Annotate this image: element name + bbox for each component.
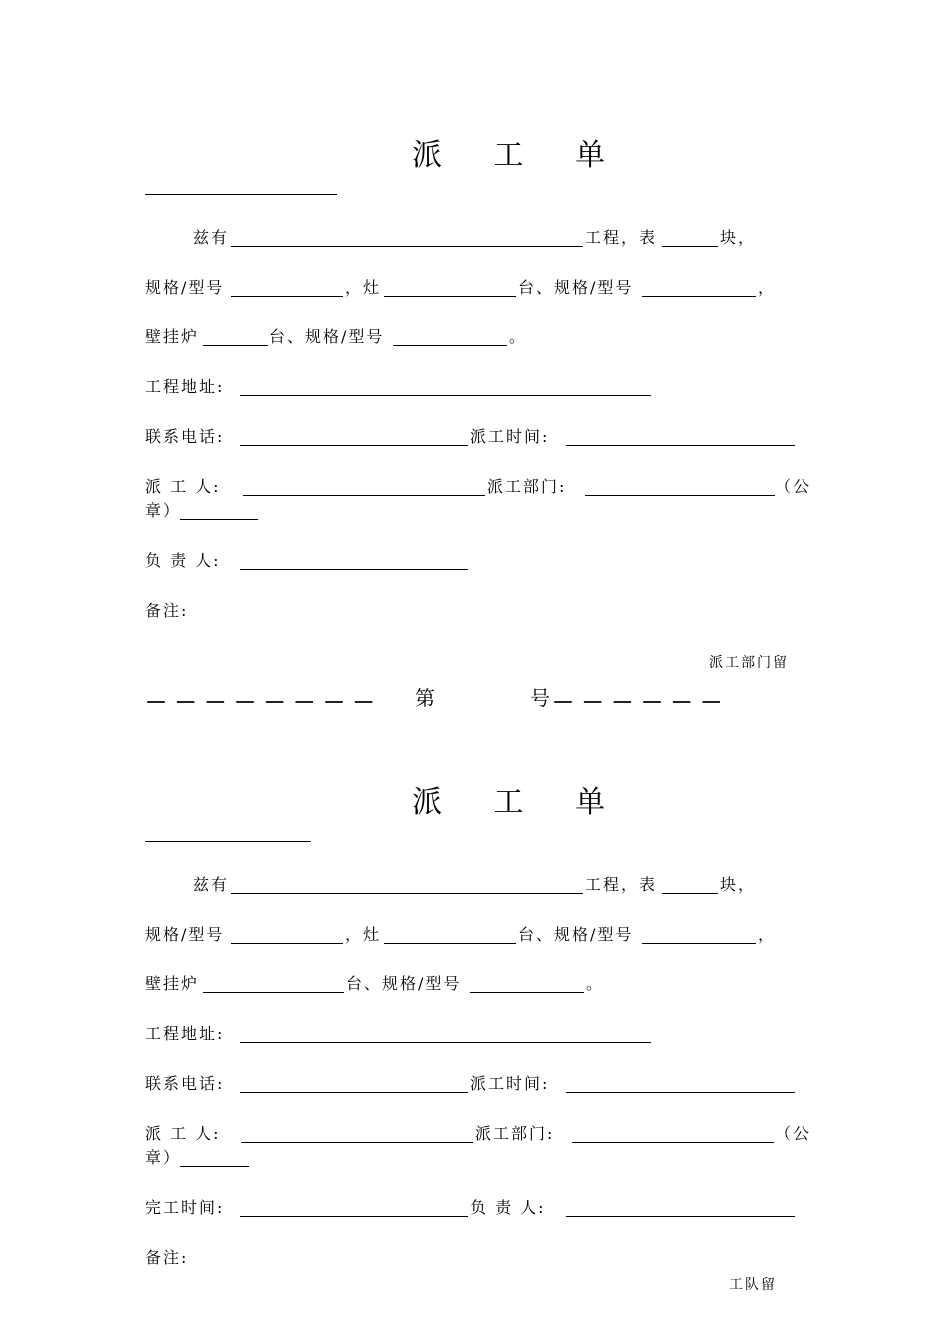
form2-title <box>412 777 605 821</box>
form2-dispatch-time-label: 派工时间: <box>470 1074 550 1093</box>
form2-manager-label: 负 责 人: <box>470 1198 546 1217</box>
separator-number-suffix: 号 <box>530 686 552 710</box>
form2-row2-label-d: ， <box>758 925 777 944</box>
form2-finish-time-label: 完工时间: <box>145 1198 225 1217</box>
form1-number-line[interactable] <box>145 194 337 195</box>
form2-row1-prefix: 兹有 <box>193 875 230 894</box>
form2-row2-label-a: 规格/型号 <box>145 925 225 944</box>
form1-row2-label-a: 规格/型号 <box>145 278 225 297</box>
separator-number-prefix: 第 <box>415 686 437 710</box>
form2-remark-label: 备注: <box>145 1248 189 1267</box>
form1-row1-mid: 工程，表 <box>585 228 658 247</box>
form2-project-name-field[interactable] <box>231 893 583 894</box>
form1-row2-label-d: ， <box>758 278 777 297</box>
form2-title-char-1: 派 <box>412 785 442 820</box>
form1-row3-label-b: 台、规格/型号 <box>269 327 385 346</box>
form1-row1-suffix: 块， <box>720 228 757 247</box>
form2-dispatcher-field[interactable] <box>241 1142 473 1143</box>
form1-dispatcher-field[interactable] <box>243 495 485 496</box>
form2-boiler-model-field[interactable] <box>470 992 584 993</box>
form1-dept-label: 派工部门: <box>487 477 567 496</box>
form2-phone-field[interactable] <box>240 1092 468 1093</box>
form2-meter-count-field[interactable] <box>662 893 718 894</box>
form1-title-char-1: 派 <box>412 138 442 173</box>
form1-copy-note: 派工部门留 <box>709 655 789 671</box>
form1-row3-label-a: 壁挂炉 <box>145 327 200 346</box>
form2-copy-note: 工队留 <box>729 1277 777 1293</box>
form2-seal-open: （公 <box>775 1124 812 1143</box>
form2-meter-model-field[interactable] <box>231 943 343 944</box>
form1-row2-label-c: 台、规格/型号 <box>518 278 634 297</box>
form2-stove-model-field[interactable] <box>642 943 756 944</box>
form1-row2-label-b: ，灶 <box>345 278 382 297</box>
form2-address-label: 工程地址: <box>145 1024 225 1043</box>
form2-manager-field[interactable] <box>566 1216 795 1217</box>
form2-dispatch-time-field[interactable] <box>566 1092 795 1093</box>
form2-row3-label-c: 。 <box>586 974 605 993</box>
form2-title-char-3: 单 <box>575 785 606 820</box>
form1-dispatch-time-label: 派工时间: <box>470 427 550 446</box>
form2-seal-close: 章） <box>145 1148 182 1167</box>
form1-manager-label: 负 责 人: <box>145 551 221 570</box>
form1-project-name-field[interactable] <box>231 246 583 247</box>
form2-stove-count-field[interactable] <box>384 943 516 944</box>
form2-address-field[interactable] <box>240 1042 651 1043</box>
form1-row1-prefix: 兹有 <box>193 228 230 247</box>
form2-row1-suffix: 块， <box>720 875 757 894</box>
form1-phone-label: 联系电话: <box>145 427 225 446</box>
form2-dispatcher-label: 派 工 人: <box>145 1124 221 1143</box>
form2-number-line[interactable] <box>145 841 311 842</box>
form1-row3-label-c: 。 <box>509 327 528 346</box>
form2-row2-label-b: ，灶 <box>345 925 382 944</box>
form1-stove-count-field[interactable] <box>384 296 516 297</box>
form1-remark-label: 备注: <box>145 601 189 620</box>
form1-manager-field[interactable] <box>240 569 468 570</box>
form2-dept-label: 派工部门: <box>475 1124 555 1143</box>
form1-address-field[interactable] <box>240 395 651 396</box>
form1-dept-field[interactable] <box>585 495 775 496</box>
separator-dashes-right: － － － － － － <box>552 690 723 716</box>
form1-meter-model-field[interactable] <box>231 296 343 297</box>
form1-dispatch-time-field[interactable] <box>566 445 795 446</box>
form2-dept-field[interactable] <box>572 1142 774 1143</box>
form2-seal-field[interactable] <box>180 1166 249 1167</box>
form2-row2-label-c: 台、规格/型号 <box>518 925 634 944</box>
separator-dashes-left: － － － － － － － － <box>145 690 375 716</box>
form2-boiler-count-field[interactable] <box>203 992 344 993</box>
form2-row3-label-b: 台、规格/型号 <box>346 974 462 993</box>
form2-row3-label-a: 壁挂炉 <box>145 974 200 993</box>
form2-phone-label: 联系电话: <box>145 1074 225 1093</box>
form1-phone-field[interactable] <box>240 445 468 446</box>
form1-boiler-model-field[interactable] <box>393 345 507 346</box>
form1-stove-model-field[interactable] <box>642 296 756 297</box>
form1-meter-count-field[interactable] <box>662 246 718 247</box>
form2-finish-time-field[interactable] <box>240 1216 468 1217</box>
form1-address-label: 工程地址: <box>145 377 225 396</box>
form1-seal-close: 章） <box>145 501 182 520</box>
form1-dispatcher-label: 派 工 人: <box>145 477 221 496</box>
form1-seal-open: （公 <box>775 477 812 496</box>
form1-title-char-2: 工 <box>493 138 524 173</box>
form2-row1-mid: 工程，表 <box>585 875 658 894</box>
form1-boiler-count-field[interactable] <box>203 345 268 346</box>
form1-title <box>412 130 605 174</box>
form1-seal-field[interactable] <box>180 519 258 520</box>
form2-title-char-2: 工 <box>493 785 524 820</box>
form1-title-char-3: 单 <box>575 138 606 173</box>
